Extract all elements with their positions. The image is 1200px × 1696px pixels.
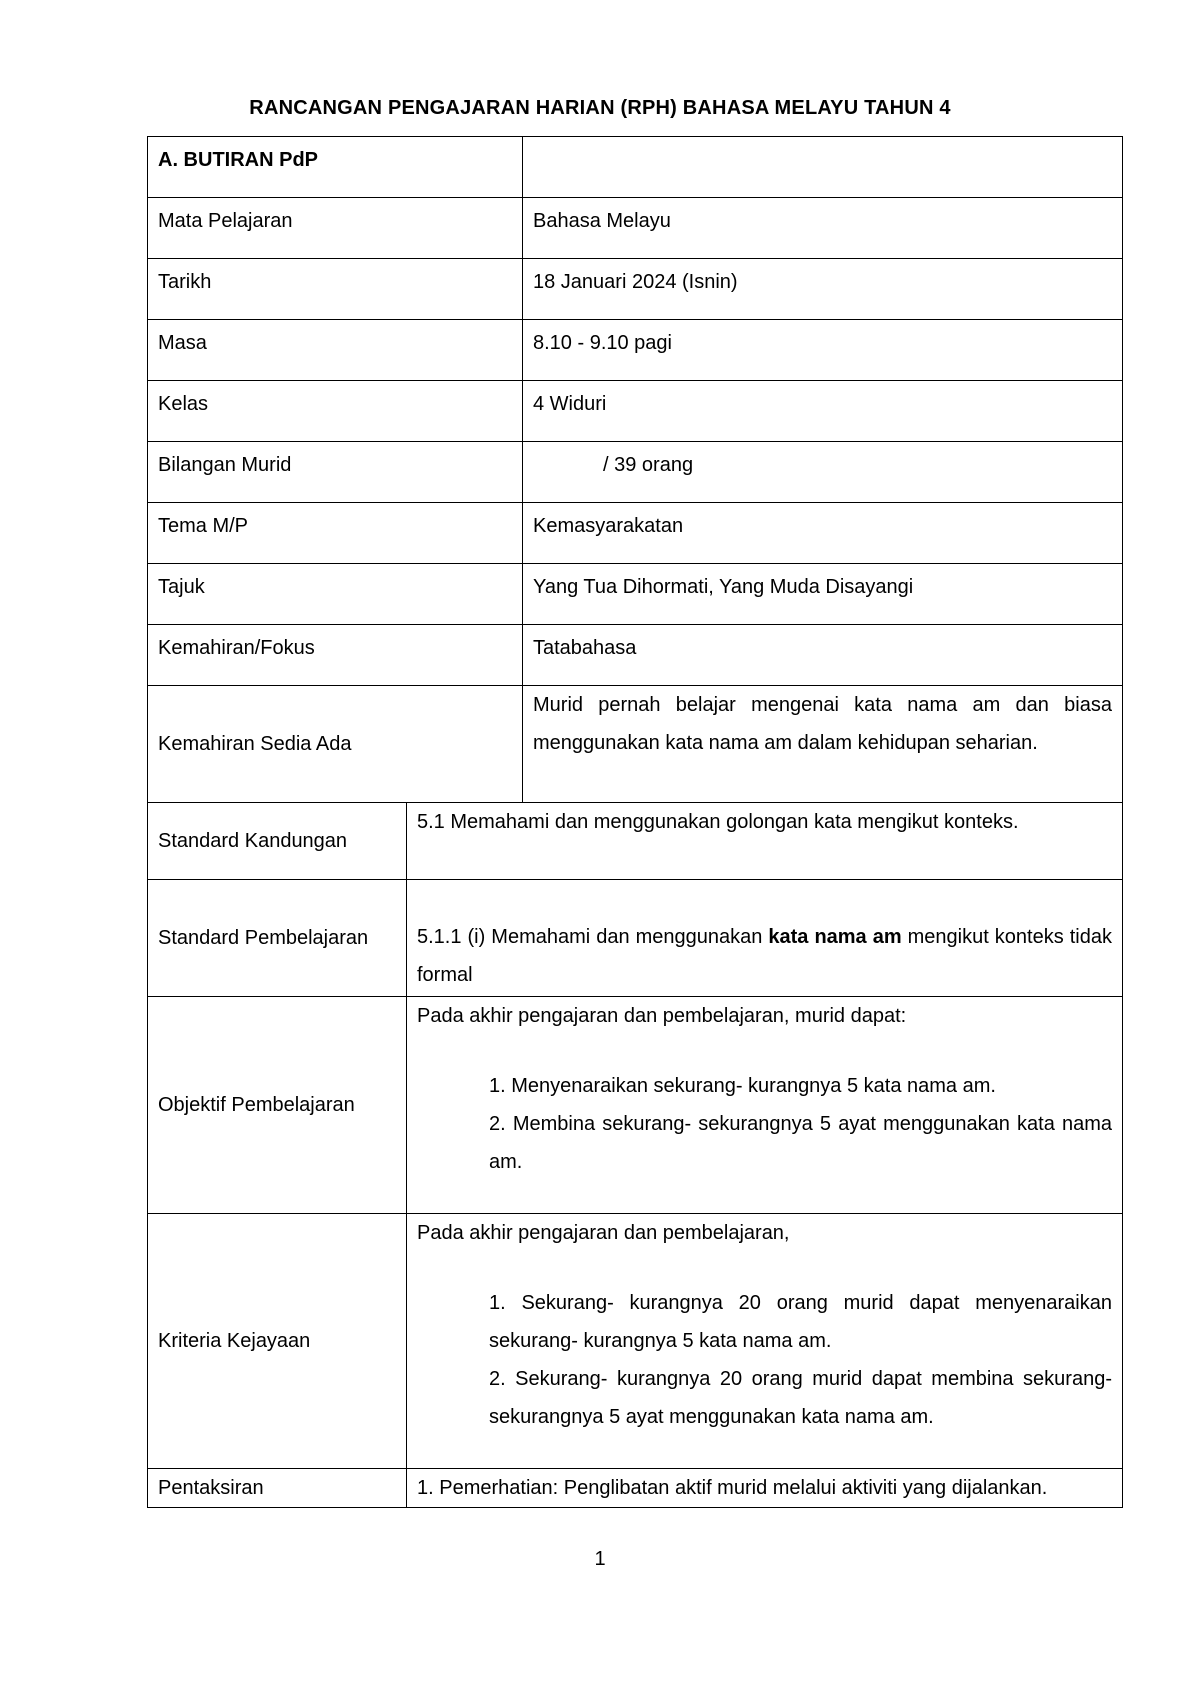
standard-kandungan-value: 5.1 Memahami dan menggunakan golongan kata mengikut konteks. — [407, 803, 1123, 880]
detail-label: Mata Pelajaran — [148, 198, 523, 259]
list-item: 2. Membina sekurang- sekurangnya 5 ayat menggunakan kata nama am. — [489, 1113, 1112, 1173]
detail-row — [148, 381, 1123, 442]
detail-value: Yang Tua Dihormati, Yang Muda Disayangi — [523, 564, 1123, 625]
detail-value: Bahasa Melayu — [523, 198, 1123, 259]
detail-value: 8.10 - 9.10 pagi — [523, 320, 1123, 381]
objektif-intro: Pada akhir pengajaran dan pembelajaran, murid dapat: — [417, 1005, 907, 1027]
kriteria-row — [148, 1214, 1123, 1469]
detail-row — [148, 320, 1123, 381]
document-title: RANCANGAN PENGAJARAN HARIAN (RPH) BAHASA MELAYU TAHUN 4 — [249, 97, 951, 119]
standard-pembelajaran-row — [148, 880, 1123, 997]
detail-label: Tajuk — [148, 564, 523, 625]
page-number: 1 — [594, 1548, 606, 1570]
rph-table — [147, 136, 1123, 1508]
kemahiran-sedia-ada-label: Kemahiran Sedia Ada — [148, 686, 523, 803]
pentaksiran-label: Pentaksiran — [148, 1469, 407, 1508]
detail-row — [148, 442, 1123, 503]
detail-value: 4 Widuri — [523, 381, 1123, 442]
detail-value: Tatabahasa — [523, 625, 1123, 686]
pentaksiran-value: 1. Pemerhatian: Penglibatan aktif murid melalui aktiviti yang dijalankan. — [407, 1469, 1123, 1508]
section-header-empty — [523, 137, 1123, 198]
detail-value: 18 Januari 2024 (Isnin) — [523, 259, 1123, 320]
standard-pembelajaran-value — [407, 880, 1123, 997]
list-item: 1. Sekurang- kurangnya 20 orang murid dapat menyenaraikan sekurang- kurangnya 5 kata nama am. — [489, 1292, 1112, 1352]
detail-label: Kelas — [148, 381, 523, 442]
list-item: 2. Sekurang- kurangnya 20 orang murid dapat membina sekurang- sekurangnya 5 ayat menggunakan kata nama am. — [489, 1368, 1112, 1428]
pentaksiran-row — [148, 1469, 1123, 1508]
sp-prefix: 5.1.1 (i) Memahami dan menggunakan — [417, 926, 769, 948]
standard-kandungan-label: Standard Kandungan — [148, 803, 407, 880]
standard-kandungan-row — [148, 803, 1123, 880]
detail-label: Kemahiran/Fokus — [148, 625, 523, 686]
section-header: A. BUTIRAN PdP — [148, 137, 523, 198]
detail-row — [148, 625, 1123, 686]
objektif-value — [407, 997, 1123, 1214]
detail-value — [523, 442, 1123, 503]
kriteria-intro: Pada akhir pengajaran dan pembelajaran, — [417, 1222, 790, 1244]
objektif-list — [417, 1067, 1112, 1181]
murid-count: / 39 orang — [603, 454, 694, 476]
detail-label: Tarikh — [148, 259, 523, 320]
detail-row — [148, 564, 1123, 625]
kriteria-value — [407, 1214, 1123, 1469]
detail-row — [148, 198, 1123, 259]
section-header-row — [148, 137, 1123, 198]
detail-value: Kemasyarakatan — [523, 503, 1123, 564]
sp-bold: kata nama am — [768, 926, 902, 948]
sp-suffix: mengikut konteks tidak formal — [417, 926, 1112, 986]
kemahiran-sedia-ada-row — [148, 686, 1123, 803]
detail-label: Masa — [148, 320, 523, 381]
detail-label: Tema M/P — [148, 503, 523, 564]
standard-pembelajaran-label: Standard Pembelajaran — [148, 880, 407, 997]
kriteria-label: Kriteria Kejayaan — [148, 1214, 407, 1469]
list-item: 1. Menyenaraikan sekurang- kurangnya 5 kata nama am. — [489, 1075, 996, 1097]
detail-row — [148, 503, 1123, 564]
kriteria-list — [417, 1284, 1112, 1436]
detail-row — [148, 259, 1123, 320]
detail-label: Bilangan Murid — [148, 442, 523, 503]
objektif-row — [148, 997, 1123, 1214]
objektif-label: Objektif Pembelajaran — [148, 997, 407, 1214]
kemahiran-sedia-ada-value: Murid pernah belajar mengenai kata nama am dan biasa menggunakan kata nama am dalam kehidupan seharian. — [523, 686, 1123, 803]
